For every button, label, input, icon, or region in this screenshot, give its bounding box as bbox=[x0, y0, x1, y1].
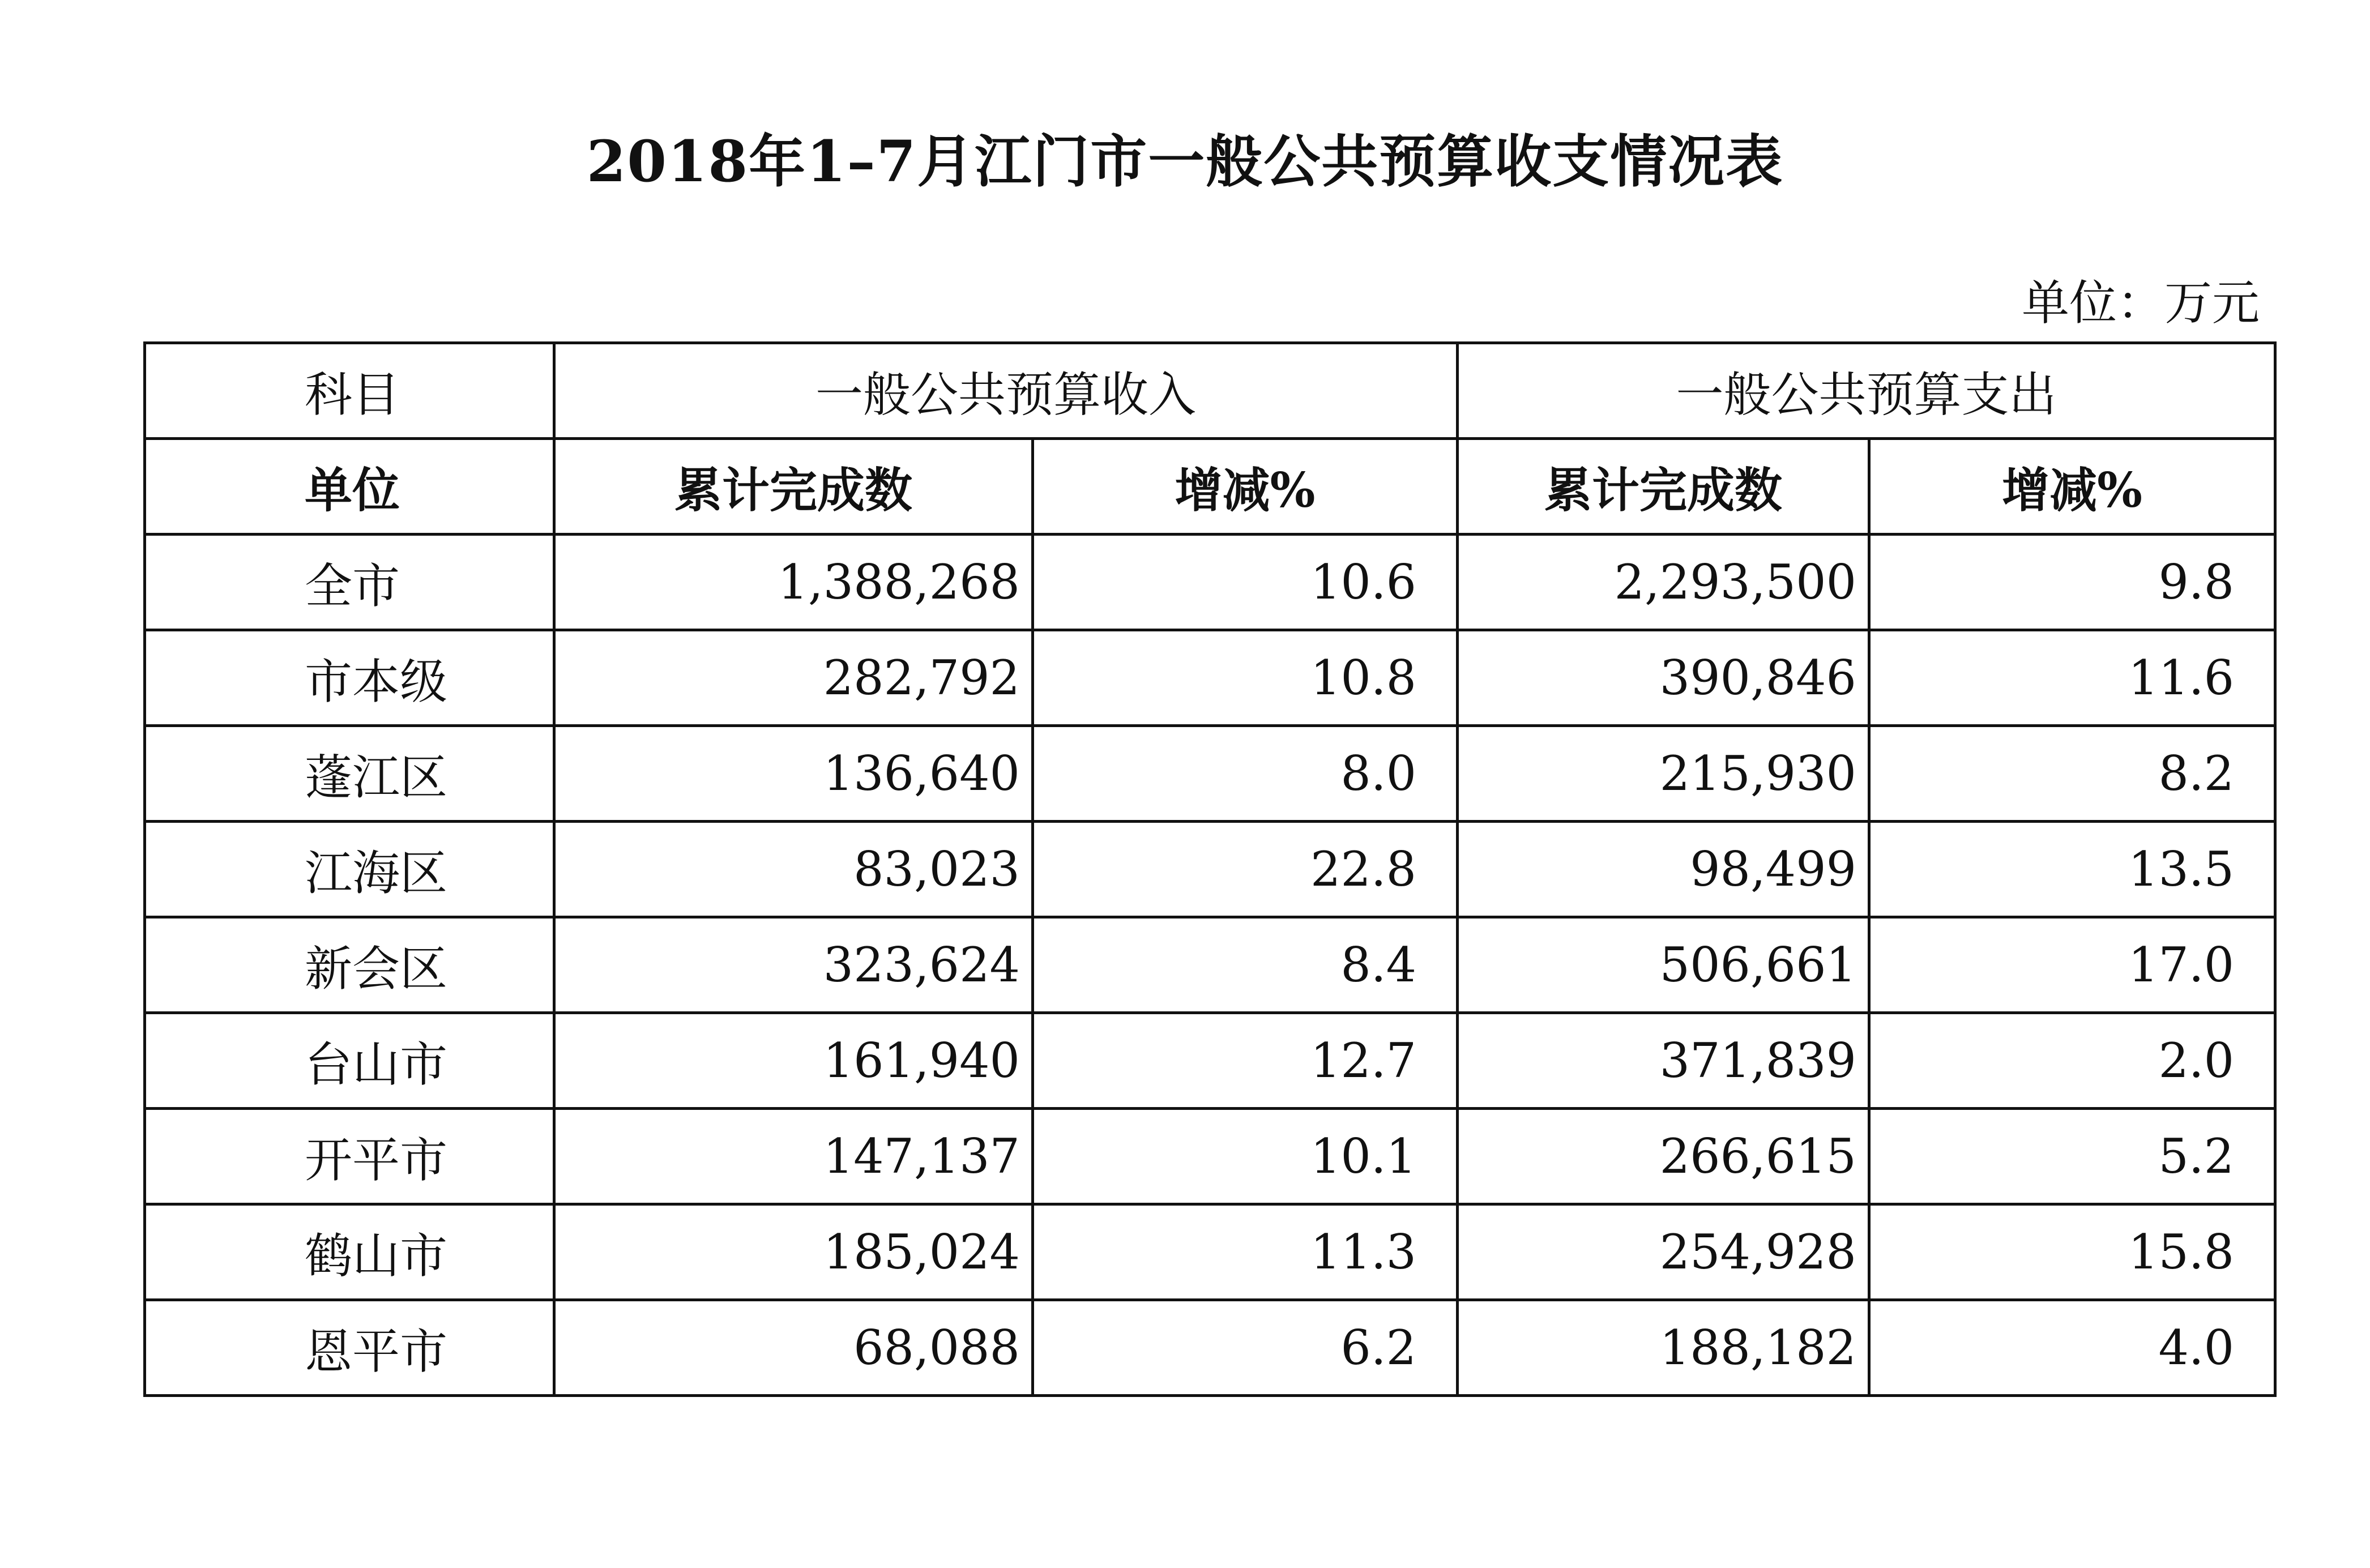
expenditure-cumulative-cell: 254,928 bbox=[1458, 1204, 1869, 1300]
expenditure-cumulative-cell: 506,661 bbox=[1458, 917, 1869, 1013]
table-row bbox=[145, 535, 2275, 630]
expenditure-change-cell: 2.0 bbox=[1869, 1013, 2275, 1109]
header-revenue-cumulative: 累计完成数 bbox=[554, 439, 1033, 535]
table-row bbox=[145, 1109, 2275, 1204]
header-unit: 单位 bbox=[145, 439, 554, 535]
unit-cell: 江海区 bbox=[145, 822, 554, 917]
expenditure-change-cell: 17.0 bbox=[1869, 917, 2275, 1013]
unit-cell: 新会区 bbox=[145, 917, 554, 1013]
expenditure-change-cell: 8.2 bbox=[1869, 726, 2275, 822]
revenue-cumulative-cell: 68,088 bbox=[554, 1300, 1033, 1396]
revenue-change-cell: 22.8 bbox=[1033, 822, 1458, 917]
expenditure-cumulative-cell: 371,839 bbox=[1458, 1013, 1869, 1109]
expenditure-change-cell: 11.6 bbox=[1869, 630, 2275, 726]
header-revenue-change: 增减% bbox=[1033, 439, 1458, 535]
table-row bbox=[145, 822, 2275, 917]
expenditure-change-cell: 5.2 bbox=[1869, 1109, 2275, 1204]
table-row bbox=[145, 1300, 2275, 1396]
revenue-cumulative-cell: 1,388,268 bbox=[554, 535, 1033, 630]
expenditure-cumulative-cell: 98,499 bbox=[1458, 822, 1869, 917]
unit-cell: 全市 bbox=[145, 535, 554, 630]
revenue-cumulative-cell: 83,023 bbox=[554, 822, 1033, 917]
table-row bbox=[145, 630, 2275, 726]
header-row-1 bbox=[145, 343, 2275, 439]
table-row bbox=[145, 917, 2275, 1013]
table-row bbox=[145, 1013, 2275, 1109]
header-subject: 科目 bbox=[145, 343, 554, 439]
revenue-change-cell: 10.1 bbox=[1033, 1109, 1458, 1204]
table-row bbox=[145, 726, 2275, 822]
unit-cell: 恩平市 bbox=[145, 1300, 554, 1396]
header-expenditure-cumulative: 累计完成数 bbox=[1458, 439, 1869, 535]
revenue-change-cell: 10.8 bbox=[1033, 630, 1458, 726]
unit-cell: 蓬江区 bbox=[145, 726, 554, 822]
unit-note: 单位：万元 bbox=[2021, 275, 2260, 331]
unit-cell: 开平市 bbox=[145, 1109, 554, 1204]
expenditure-cumulative-cell: 390,846 bbox=[1458, 630, 1869, 726]
unit-cell: 台山市 bbox=[145, 1013, 554, 1109]
revenue-change-cell: 10.6 bbox=[1033, 535, 1458, 630]
table-row bbox=[145, 1204, 2275, 1300]
expenditure-cumulative-cell: 215,930 bbox=[1458, 726, 1869, 822]
revenue-cumulative-cell: 147,137 bbox=[554, 1109, 1033, 1204]
unit-cell: 鹤山市 bbox=[145, 1204, 554, 1300]
revenue-change-cell: 8.4 bbox=[1033, 917, 1458, 1013]
revenue-cumulative-cell: 323,624 bbox=[554, 917, 1033, 1013]
revenue-cumulative-cell: 282,792 bbox=[554, 630, 1033, 726]
expenditure-cumulative-cell: 266,615 bbox=[1458, 1109, 1869, 1204]
header-expenditure-change: 增减% bbox=[1869, 439, 2275, 535]
revenue-cumulative-cell: 136,640 bbox=[554, 726, 1033, 822]
expenditure-change-cell: 15.8 bbox=[1869, 1204, 2275, 1300]
header-row-2 bbox=[145, 439, 2275, 535]
revenue-change-cell: 11.3 bbox=[1033, 1204, 1458, 1300]
budget-table bbox=[143, 341, 2277, 1397]
revenue-cumulative-cell: 161,940 bbox=[554, 1013, 1033, 1109]
header-revenue-group: 一般公共预算收入 bbox=[554, 343, 1458, 439]
revenue-cumulative-cell: 185,024 bbox=[554, 1204, 1033, 1300]
revenue-change-cell: 12.7 bbox=[1033, 1013, 1458, 1109]
revenue-change-cell: 6.2 bbox=[1033, 1300, 1458, 1396]
expenditure-cumulative-cell: 188,182 bbox=[1458, 1300, 1869, 1396]
revenue-change-cell: 8.0 bbox=[1033, 726, 1458, 822]
unit-cell: 市本级 bbox=[145, 630, 554, 726]
expenditure-change-cell: 13.5 bbox=[1869, 822, 2275, 917]
expenditure-change-cell: 9.8 bbox=[1869, 535, 2275, 630]
expenditure-cumulative-cell: 2,293,500 bbox=[1458, 535, 1869, 630]
header-expenditure-group: 一般公共预算支出 bbox=[1458, 343, 2275, 439]
expenditure-change-cell: 4.0 bbox=[1869, 1300, 2275, 1396]
page-title: 2018年1–7月江门市一般公共预算收支情况表 bbox=[586, 128, 1784, 195]
